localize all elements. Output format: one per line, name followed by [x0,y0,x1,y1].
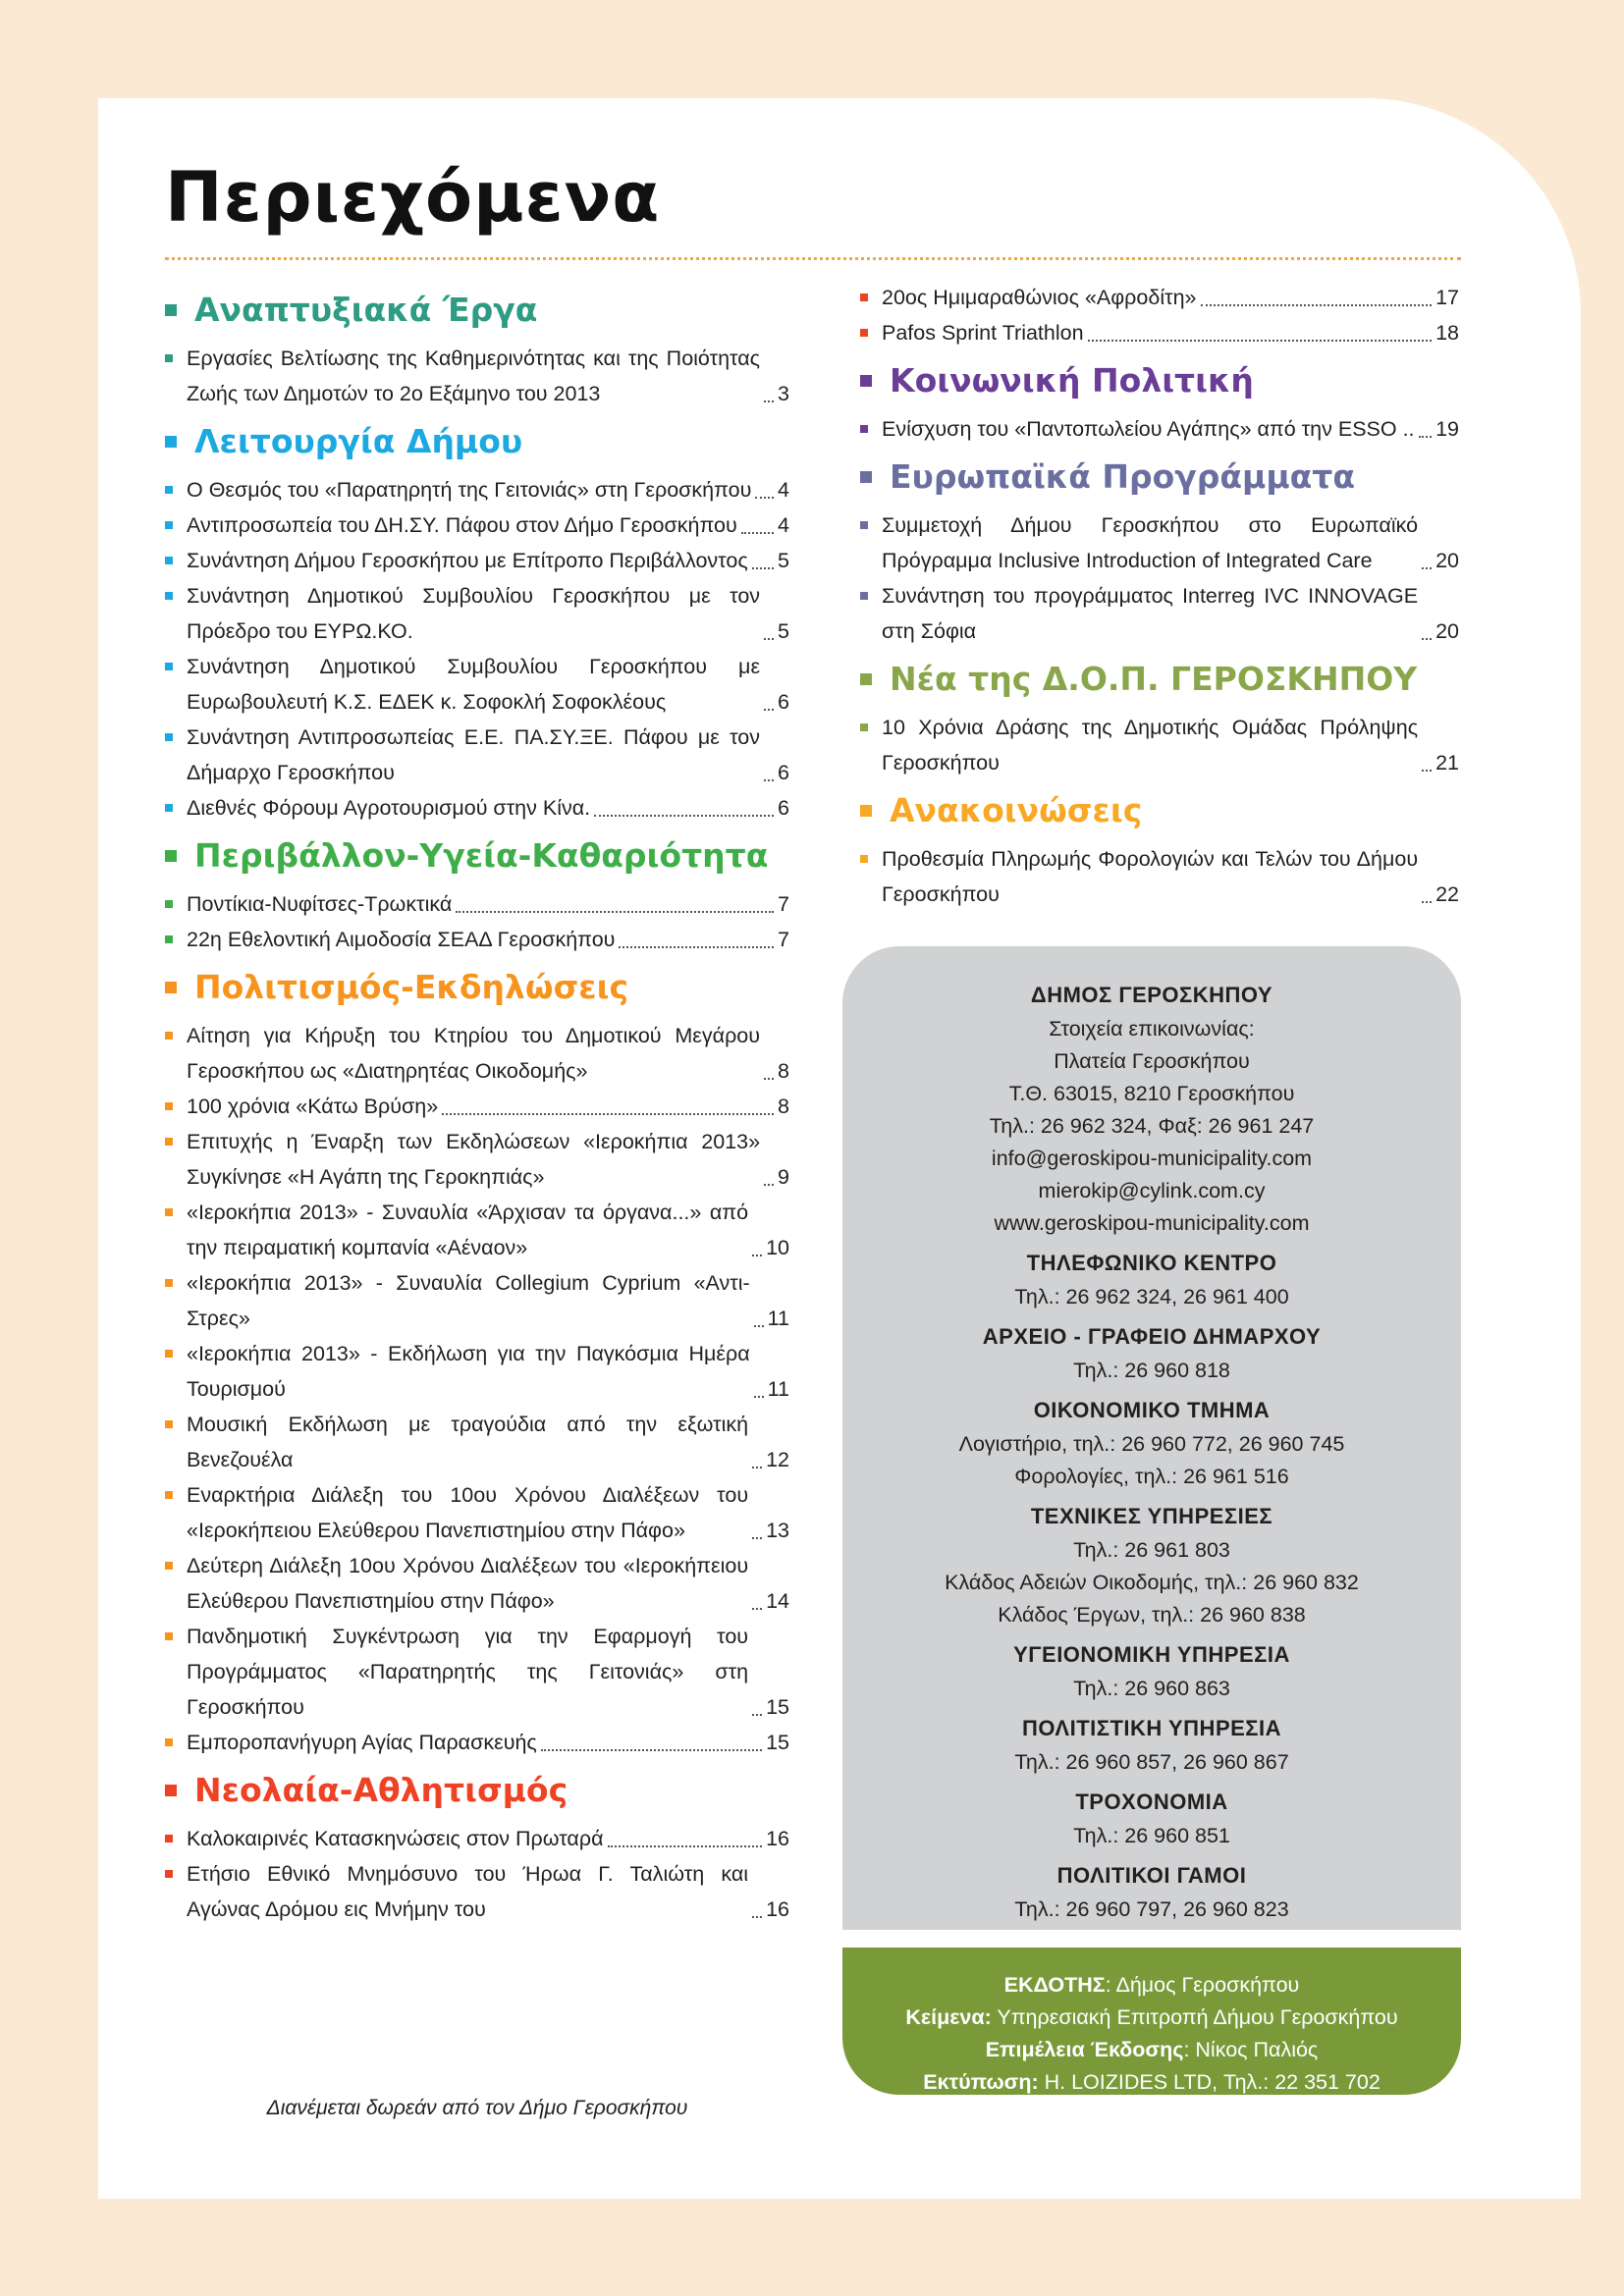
entry-body [187,507,789,543]
entry-title: 20ος Ημιμαραθώνιος «Αφροδίτη» [882,286,1197,309]
entry-title: Συνάντηση Αντιπροσωπείας Ε.Ε. ΠΑ.ΣΥ.ΞΕ. Πάφου με τον Δήμαρχο Γεροσκήπου [187,725,761,784]
dot-leader [1422,901,1432,903]
section-bullet-icon [165,982,177,993]
entry-line [187,790,789,826]
toc-entry[interactable] [165,507,789,543]
toc-entry[interactable] [860,280,1459,315]
dot-leader [1201,304,1433,306]
entry-page-number: 15 [766,1695,789,1719]
section-heading [860,360,1459,401]
contact-line: Τηλ.: 26 960 818 [1073,1359,1230,1382]
entry-title: Συνάντηση Δημοτικού Συμβουλίου Γεροσκήπου με Ευρωβουλευτή Κ.Σ. ΕΔΕΚ κ. Σοφοκλή Σοφοκλέους [187,655,761,714]
entry-body [187,1124,789,1195]
toc-entry[interactable] [165,578,789,649]
contact-heading: ΤΗΛΕΦΩΝΙΚΟ ΚΕΝΤΡΟ [1026,1251,1277,1275]
entry-body [187,1619,789,1725]
dot-leader [752,567,774,569]
entry-line [187,922,789,957]
entry-page-number: 5 [778,549,789,572]
toc-entry[interactable] [165,1821,789,1856]
publisher-label: Κείμενα: [905,2005,992,2029]
toc-entry[interactable] [860,841,1459,912]
publisher-line [842,1969,1461,2002]
entry-line [187,1477,789,1548]
entry-bullet-icon [860,294,868,301]
section-heading [165,421,789,462]
entry-bullet-icon [165,592,173,600]
entry-bullet-icon [165,354,173,362]
entry-line [882,578,1459,649]
contact-link[interactable]: mierokip@cylink.com.cy [1038,1179,1266,1202]
section-heading-text: Λειτουργία Δήμου [194,422,523,460]
entry-body [187,1018,789,1089]
contact-heading: ΑΡΧΕΙΟ - ΓΡΑΦΕΙΟ ΔΗΜΑΡΧΟΥ [982,1324,1322,1349]
entry-line [187,1195,789,1265]
entry-line [187,649,789,720]
contact-box [842,946,1461,1930]
entry-line [187,1265,789,1336]
entry-title: Εργασίες Βελτίωσης της Καθημερινότητας και της Ποιότητας Ζωής των Δημοτών το 2ο Εξάμηνο του 2013 [187,347,761,405]
entry-title: Συνάντηση Δημοτικού Συμβουλίου Γεροσκήπου με τον Πρόεδρο του ΕΥΡΩ.ΚΟ. [187,584,761,643]
dot-leader [764,638,774,640]
contact-line: Τηλ.: 26 960 797, 26 960 823 [1014,1897,1289,1921]
toc-entry[interactable] [165,790,789,826]
dot-leader [754,1396,764,1398]
entry-bullet-icon [860,521,868,529]
entry-bullet-icon [165,733,173,741]
toc-entry[interactable] [165,1336,789,1407]
contact-line: Τ.Θ. 63015, 8210 Γεροσκήπου [1008,1082,1295,1105]
dot-leader [764,709,774,711]
entry-line [187,1548,789,1619]
dot-leader [456,911,774,913]
entry-body [187,1336,789,1407]
dot-leader [752,1608,762,1610]
section-heading-text: Πολιτισμός-Εκδηλώσεις [194,968,629,1006]
contact-line: Φορολογίες, τηλ.: 26 961 516 [1014,1465,1289,1488]
toc-entry[interactable] [860,507,1459,578]
entry-page-number: 21 [1435,751,1459,774]
title-divider [165,257,1461,260]
entry-title: «Ιεροκήπια 2013» - Συναυλία Collegium Cyprium «Αντι-Στρες» [187,1271,750,1330]
entry-line [187,1407,789,1477]
entry-body [187,1265,789,1336]
entry-page-number: 7 [778,928,789,951]
contact-line: Τηλ.: 26 961 803 [1073,1538,1230,1562]
publisher-line [842,2034,1461,2066]
entry-bullet-icon [165,1279,173,1287]
contact-line: Λογιστήριο, τηλ.: 26 960 772, 26 960 745 [958,1432,1345,1456]
entry-body [882,315,1459,350]
contact-line: Τηλ.: 26 962 324, 26 961 400 [1014,1285,1289,1308]
entry-page-number: 3 [778,382,789,405]
entry-page-number: 14 [766,1589,789,1613]
entry-page-number: 8 [778,1059,789,1083]
toc-entry[interactable] [165,720,789,790]
publisher-label: Εκτύπωση: [923,2070,1039,2094]
entry-page-number: 15 [766,1731,789,1754]
entry-bullet-icon [165,1632,173,1640]
entry-line [187,578,789,649]
entry-bullet-icon [165,486,173,494]
entry-line [187,720,789,790]
entry-bullet-icon [165,1491,173,1499]
dot-leader [755,497,774,499]
entry-title: Εμποροπανήγυρη Αγίας Παρασκευής [187,1731,537,1754]
entry-bullet-icon [860,723,868,731]
entry-page-number: 16 [766,1827,789,1850]
entry-page-number: 4 [778,513,789,537]
entry-line [187,886,789,922]
dot-leader [1419,436,1433,438]
dot-leader [1422,638,1432,640]
entry-title: Συνάντηση του προγράμματος Interreg IVC INNOVAGE στη Σόφια [882,584,1419,643]
dot-leader [764,1184,774,1186]
dot-leader [764,1078,774,1080]
entry-bullet-icon [165,935,173,943]
contact-line: Τηλ.: 26 960 863 [1073,1677,1230,1700]
entry-page-number: 11 [767,1307,789,1330]
toc-entry[interactable] [165,1856,789,1927]
entry-bullet-icon [165,1562,173,1570]
entry-title: Αντιπροσωπεία του ΔΗ.ΣΥ. Πάφου στον Δήμο Γεροσκήπου [187,513,737,537]
section-heading [860,659,1459,700]
entry-title: Συνάντηση Δήμου Γεροσκήπου με Επίτροπο Περιβάλλοντος [187,549,748,572]
toc-entry[interactable] [860,710,1459,780]
entry-page-number: 8 [778,1095,789,1118]
entry-page-number: 6 [778,761,789,784]
toc-entry[interactable] [165,1725,789,1760]
entry-line [187,1619,789,1725]
publisher-value: : Δήμος Γεροσκήπου [1105,1973,1300,1997]
entry-title: Συμμετοχή Δήμου Γεροσκήπου στο Ευρωπαϊκό Πρόγραμμα Inclusive Introduction of Integrated Care [882,513,1419,572]
entry-body [187,886,789,922]
entry-bullet-icon [165,1350,173,1358]
entry-title: Ετήσιο Εθνικό Μνημόσυνο του Ήρωα Γ. Ταλιώτη και Αγώνας Δρόμου εις Μνήμην του [187,1862,749,1921]
entry-bullet-icon [165,521,173,529]
section-heading-text: Ανακοινώσεις [890,791,1143,829]
section-heading [860,790,1459,831]
entry-page-number: 11 [767,1377,789,1401]
entry-bullet-icon [165,1208,173,1216]
entry-page-number: 16 [766,1897,789,1921]
entry-body [882,411,1459,447]
toc-entry[interactable] [165,1018,789,1089]
entry-title: Ο Θεσμός του «Παρατηρητή της Γειτονιάς» στη Γεροσκήπου [187,478,752,502]
entry-line [187,1018,789,1089]
entry-body [187,790,789,826]
entry-line [187,341,789,411]
entry-page-number: 18 [1435,321,1459,345]
entry-page-number: 10 [766,1236,789,1259]
entry-title: Αίτηση για Κήρυξη του Κτηρίου του Δημοτικού Μεγάρου Γεροσκήπου ως «Διατηρητέας Οικοδομής» [187,1024,761,1083]
section-heading-text: Νεολαία-Αθλητισμός [194,1771,568,1809]
entry-line [187,1124,789,1195]
entry-body [882,841,1459,912]
toc-right-column [860,280,1459,912]
contact-heading: ΤΡΟΧΟΝΟΜΙΑ [1075,1789,1228,1814]
publisher-value: H. LOIZIDES LTD, Τηλ.: 22 351 702 [1038,2070,1380,2094]
section-bullet-icon [165,1785,177,1796]
toc-entry[interactable] [165,922,789,957]
entry-page-number: 9 [778,1165,789,1189]
contact-heading: ΠΟΛΙΤΙΚΟΙ ΓΑΜΟΙ [1056,1863,1247,1888]
entry-bullet-icon [860,425,868,433]
entry-line [187,507,789,543]
entry-title: 100 χρόνια «Κάτω Βρύση» [187,1095,439,1118]
section-bullet-icon [165,850,177,862]
entry-body [187,922,789,957]
entry-title: 10 Χρόνια Δράσης της Δημοτικής Ομάδας Πρόληψης Γεροσκήπου [882,716,1419,774]
entry-line [187,1725,789,1760]
dot-leader [752,1916,762,1918]
contact-heading: ΔΗΜΟΣ ΓΕΡΟΣΚΗΠΟΥ [1030,983,1273,1007]
entry-page-number: 19 [1435,417,1459,441]
entry-line [882,315,1459,350]
section-heading [165,1770,789,1811]
dot-leader [752,1714,762,1716]
section-heading [860,456,1459,498]
section-bullet-icon [860,673,872,685]
dot-leader [1422,770,1432,772]
entry-title: Πανδημοτική Συγκέντρωση για την Εφαρμογή του Προγράμματος «Παρατηρητής της Γειτονιάς» στη Γεροσκήπου [187,1625,749,1719]
contact-line: Πλατεία Γεροσκήπου [1054,1049,1250,1073]
toc-entry[interactable] [165,472,789,507]
entry-title: 22η Εθελοντική Αιμοδοσία ΣΕΑΔ Γεροσκήπου [187,928,616,951]
entry-title: Δεύτερη Διάλεξη 10ου Χρόνου Διαλέξεων του «Ιεροκήπειου Ελεύθερου Πανεπιστημίου στην Πάφο» [187,1554,749,1613]
entry-title: Προθεσμία Πληρωμής Φορολογιών και Τελών του Δήμου Γεροσκήπου [882,847,1419,906]
dot-leader [442,1113,774,1115]
entry-body [187,1856,789,1927]
entry-title: «Ιεροκήπια 2013» - Συναυλία «Άρχισαν τα όργανα...» από την πειραματική κομπανία «Αέναον» [187,1201,749,1259]
entry-title: Ενίσχυση του «Παντοπωλείου Αγάπης» από την ESSO .. [882,417,1415,441]
entry-body [187,1195,789,1265]
entry-body [187,649,789,720]
entry-line [882,507,1459,578]
dot-leader [764,400,774,402]
toc-entry[interactable] [165,1124,789,1195]
toc-entry[interactable] [165,649,789,720]
entry-page-number: 4 [778,478,789,502]
section-heading [165,967,789,1008]
toc-entry[interactable] [860,315,1459,350]
entry-title: Pafos Sprint Triathlon [882,321,1084,345]
section-bullet-icon [165,436,177,448]
contact-line: Τηλ.: 26 960 851 [1073,1824,1230,1847]
entry-bullet-icon [165,1138,173,1146]
entry-bullet-icon [165,1738,173,1746]
toc-entry[interactable] [165,1548,789,1619]
entry-bullet-icon [165,1870,173,1878]
entry-bullet-icon [860,855,868,863]
entry-title: «Ιεροκήπια 2013» - Εκδήλωση για την Παγκόσμια Ημέρα Τουρισμού [187,1342,750,1401]
section-heading [165,835,789,877]
entry-body [187,1407,789,1477]
entry-bullet-icon [165,1420,173,1428]
section-bullet-icon [165,304,177,316]
toc-left-column [165,280,789,1927]
contact-link[interactable]: info@geroskipou-municipality.com [991,1147,1313,1170]
entry-bullet-icon [165,557,173,564]
dot-leader [619,946,774,948]
entry-line [882,710,1459,780]
entry-body [882,280,1459,315]
entry-page-number: 13 [766,1519,789,1542]
section-heading-text: Περιβάλλον-Υγεία-Καθαριότητα [194,836,769,875]
contact-heading: ΟΙΚΟΝΟΜΙΚΟ ΤΜΗΜΑ [1033,1398,1271,1422]
entry-line [187,1089,789,1124]
section-bullet-icon [860,471,872,483]
publisher-value: Υπηρεσιακή Επιτροπή Δήμου Γεροσκήπου [991,2005,1398,2029]
section-bullet-icon [860,805,872,817]
entry-line [882,280,1459,315]
toc-entry[interactable] [165,1089,789,1124]
entry-body [882,507,1459,578]
publisher-line [842,2002,1461,2034]
entry-page-number: 6 [778,796,789,820]
entry-body [187,341,789,411]
section-heading-text: Ευρωπαϊκά Προγράμματα [890,457,1356,496]
contact-line: Στοιχεία επικοινωνίας: [1049,1017,1255,1041]
section-heading-text: Αναπτυξιακά Έργα [194,291,538,329]
dot-leader [1422,567,1432,569]
entry-bullet-icon [165,663,173,670]
entry-line [187,543,789,578]
dot-leader [754,1325,764,1327]
entry-body [187,1725,789,1760]
publisher-label: Επιμέλεια Έκδοσης [985,2038,1184,2061]
toc-entry[interactable] [860,411,1459,447]
entry-bullet-icon [860,592,868,600]
entry-bullet-icon [165,1032,173,1040]
publisher-box [842,1948,1461,2095]
entry-bullet-icon [165,1835,173,1842]
entry-title: Επιτυχής η Έναρξη των Εκδηλώσεων «Ιεροκήπια 2013» Συγκίνησε «Η Αγάπη της Γεροκηπιάς» [187,1130,761,1189]
contact-link[interactable]: www.geroskipou-municipality.com [994,1211,1310,1235]
publisher-label: ΕΚΔΟΤΗΣ [1003,1973,1106,1997]
entry-title: Ποντίκια-Νυφίτσες-Τρωκτικά [187,892,453,916]
entry-body [187,1089,789,1124]
entry-body [187,578,789,649]
entry-line [187,472,789,507]
entry-page-number: 20 [1435,619,1459,643]
entry-page-number: 7 [778,892,789,916]
entry-bullet-icon [860,329,868,337]
contact-heading: ΤΕΧΝΙΚΕΣ ΥΠΗΡΕΣΙΕΣ [1030,1504,1273,1528]
entry-title: Μουσική Εκδήλωση με τραγούδια από την εξωτική Βενεζουέλα [187,1413,749,1471]
entry-title: Διεθνές Φόρουμ Αγροτουρισμού στην Κίνα. [187,796,591,820]
entry-title: Εναρκτήρια Διάλεξη του 10ου Χρόνου Διαλέξεων του «Ιεροκήπειου Ελεύθερου Πανεπιστημίου στην Πάφο» [187,1483,749,1542]
entry-bullet-icon [165,900,173,908]
contact-heading: ΥΓΕΙΟΝΟΜΙΚΗ ΥΠΗΡΕΣΙΑ [1013,1642,1290,1667]
section-heading [165,290,789,331]
toc-entry[interactable] [165,1619,789,1725]
dot-leader [608,1845,763,1847]
toc-entry[interactable] [165,341,789,411]
entry-page-number: 5 [778,619,789,643]
entry-line [187,1336,789,1407]
page-title: Περιεχόμενα [165,157,661,238]
contact-line: Τηλ.: 26 960 857, 26 960 867 [1014,1750,1289,1774]
contact-line: Κλάδος Έργων, τηλ.: 26 960 838 [998,1603,1306,1627]
toc-entry[interactable] [165,543,789,578]
entry-bullet-icon [165,1102,173,1110]
entry-body [187,543,789,578]
contact-heading: ΠΟΛΙΤΙΣΤΙΚΗ ΥΠΗΡΕΣΙΑ [1022,1716,1281,1740]
entry-page-number: 6 [778,690,789,714]
entry-line [187,1856,789,1927]
contact-line: Τηλ.: 26 962 324, Φαξ: 26 961 247 [989,1114,1315,1138]
dot-leader [752,1255,762,1256]
entry-body [882,710,1459,780]
toc-entry[interactable] [165,1407,789,1477]
entry-line [187,1821,789,1856]
entry-body [187,1477,789,1548]
entry-body [187,720,789,790]
entry-body [187,1821,789,1856]
dot-leader [594,815,774,817]
dot-leader [752,1467,762,1468]
entry-line [882,411,1459,447]
entry-title: Καλοκαιρινές Κατασκηνώσεις στον Πρωταρά [187,1827,604,1850]
publisher-value: : Νίκος Παλιός [1183,2038,1319,2061]
entry-page-number: 12 [766,1448,789,1471]
dot-leader [764,779,774,781]
entry-line [882,841,1459,912]
toc-entry[interactable] [860,578,1459,649]
entry-page-number: 20 [1435,549,1459,572]
entry-page-number: 22 [1435,882,1459,906]
section-heading-text: Κοινωνική Πολιτική [890,361,1254,400]
entry-bullet-icon [165,804,173,812]
dot-leader [541,1749,762,1751]
publisher-line [842,2066,1461,2099]
dot-leader [1088,340,1433,342]
toc-entry[interactable] [165,1195,789,1265]
toc-entry[interactable] [165,1477,789,1548]
toc-entry[interactable] [165,886,789,922]
contact-line: Κλάδος Αδειών Οικοδομής, τηλ.: 26 960 832 [945,1571,1359,1594]
entry-body [187,1548,789,1619]
dot-leader [741,532,774,534]
entry-body [187,472,789,507]
section-heading-text: Νέα της Δ.Ο.Π. ΓΕΡΟΣΚΗΠΟΥ [890,660,1418,698]
entry-body [882,578,1459,649]
dot-leader [752,1537,762,1539]
toc-entry[interactable] [165,1265,789,1336]
distribution-note: Διανέμεται δωρεάν από τον Δήμο Γεροσκήπου [266,2097,688,2119]
section-bullet-icon [860,375,872,387]
entry-page-number: 17 [1435,286,1459,309]
